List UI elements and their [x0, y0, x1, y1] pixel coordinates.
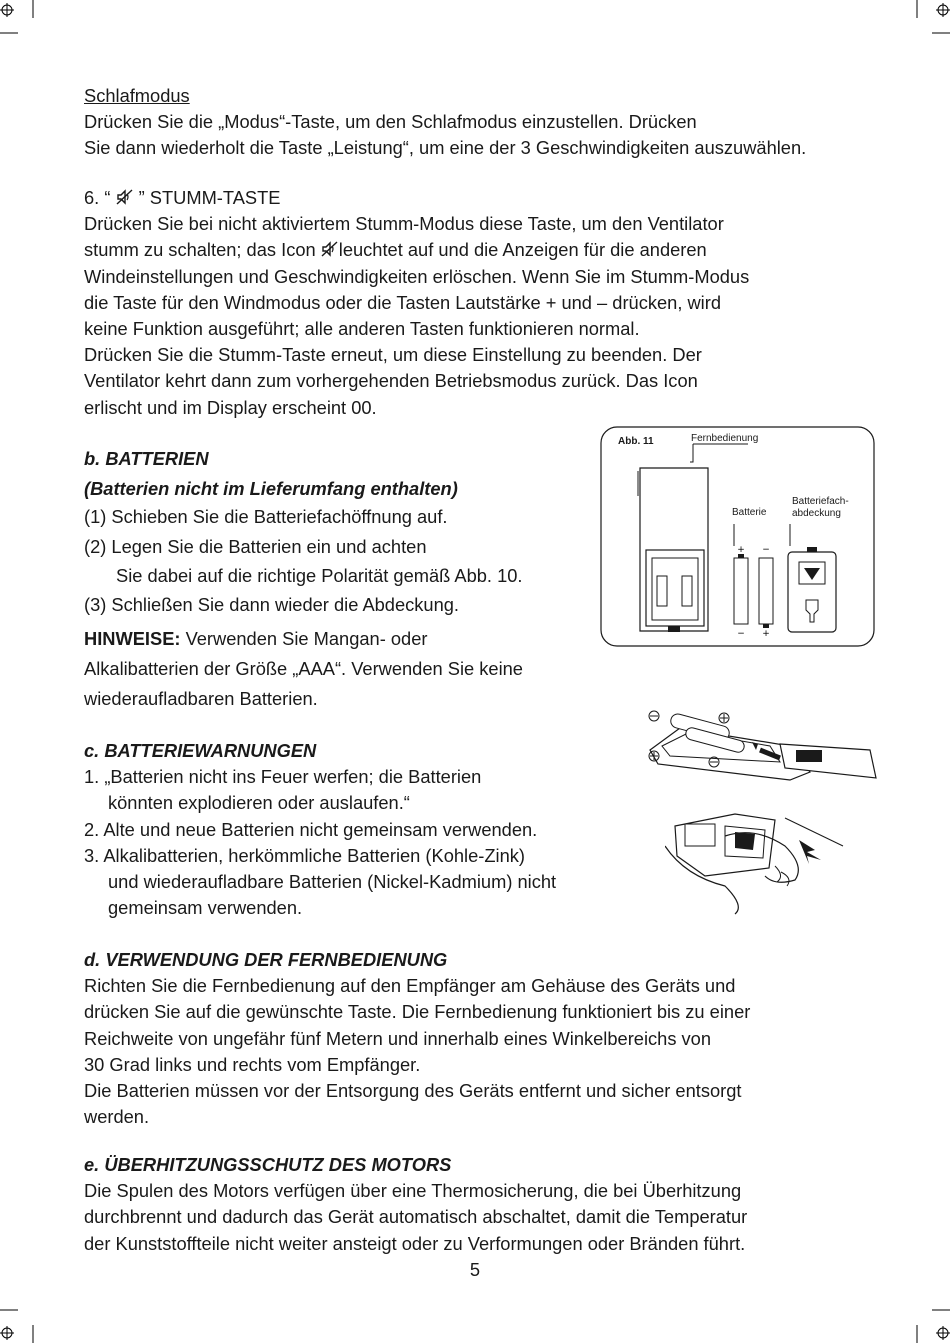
batteries-step-2: (2) Legen Sie die Batterien ein und achten: [84, 535, 427, 557]
section-mute-button: [84, 185, 749, 421]
warning-item-2: 2. Alte und neue Batterien nicht gemeinsam verwenden.: [84, 818, 538, 840]
mute-line-4: die Taste für den Windmodus oder die Tasten Lautstärke + und – drücken, wird: [84, 291, 722, 313]
notes-label: HINWEISE:: [84, 628, 181, 649]
figure-11-battery-label: Batterie: [732, 507, 767, 518]
mute-speaker-icon-inline: [321, 240, 339, 258]
remote-use-line-5: Die Batterien müssen vor der Entsorgung des Geräts entfernt und sicher entsorgt: [84, 1080, 742, 1102]
crop-mark-top-right: [900, 0, 950, 40]
section-sleep-mode: [84, 83, 806, 162]
sleep-heading: Schlafmodus: [84, 85, 190, 106]
remote-hand-illustration: [665, 806, 845, 921]
warning-item-1: 1. „Batterien nicht ins Feuer werfen; die Batterien: [84, 766, 482, 788]
batteries-step-3: (3) Schließen Sie dann wieder die Abdeckung.: [84, 594, 459, 616]
crop-mark-bottom-right: [900, 1303, 950, 1343]
warning-item-3: 3. Alkalibatterien, herkömmliche Batterien (Kohle-Zink): [84, 844, 525, 866]
mute-line-2a: stumm zu schalten; das Icon: [84, 239, 316, 261]
notes-line-1-text: Verwenden Sie Mangan- oder: [180, 628, 428, 649]
figure-11-cover-label-1: Batteriefach-: [792, 496, 849, 507]
figure-11-remote-label: Fernbedienung: [691, 433, 759, 444]
mute-line-6: Drücken Sie die Stumm-Taste erneut, um diese Einstellung zu beenden. Der: [84, 344, 702, 366]
mute-line-8: erlischt und im Display erscheint 00.: [84, 396, 377, 418]
overheat-heading: e. ÜBERHITZUNGSSCHUTZ DES MOTORS: [84, 1154, 452, 1175]
remote-use-line-6: werden.: [84, 1106, 150, 1128]
notes-line-2: Alkalibatterien der Größe „AAA“. Verwenden Sie keine: [84, 658, 523, 679]
battery-insertion-illustration: [640, 706, 885, 791]
warning-item-3-cont-1: und wiederaufladbare Batterien (Nickel-Kadmium) nicht: [108, 871, 557, 893]
warning-item-1-cont: könnten explodieren oder auslaufen.“: [108, 792, 410, 814]
batteries-step-2-cont: Sie dabei auf die richtige Polarität gemäß Abb. 10.: [116, 564, 523, 586]
notes-line-1: [84, 624, 523, 654]
crop-mark-top-left: [0, 0, 50, 40]
mute-line-3: Windeinstellungen und Geschwindigkeiten erlöschen. Wenn Sie im Stumm-Modus: [84, 265, 750, 287]
figure-11-label: Abb. 11: [618, 436, 654, 447]
figure-11-cover-label-2: abdeckung: [792, 508, 841, 519]
overheat-line-3: der Kunststoffteile nicht weiter ansteigt oder zu Verformungen oder Bränden führt.: [84, 1232, 746, 1254]
warning-item-3-cont-2: gemeinsam verwenden.: [108, 897, 303, 919]
overheat-line-2: durchbrennt und dadurch das Gerät automatisch abschaltet, damit die Temperatur: [84, 1206, 748, 1228]
mute-line-2: [84, 237, 749, 263]
svg-text:−: −: [762, 545, 770, 555]
warnings-heading: c. BATTERIEWARNUNGEN: [84, 740, 317, 761]
mute-heading-suffix: ” STUMM-TASTE: [138, 187, 281, 208]
section-remote-use: [84, 947, 750, 1130]
batteries-step-1: (1) Schieben Sie die Batteriefachöffnung auf.: [84, 506, 448, 528]
batteries-heading: b. BATTERIEN: [84, 448, 209, 469]
svg-text:−: −: [737, 629, 745, 639]
svg-text:+: +: [762, 629, 770, 639]
page-number: 5: [469, 1259, 481, 1280]
mute-line-1: Drücken Sie bei nicht aktiviertem Stumm-Modus diese Taste, um den Ventilator: [84, 213, 724, 235]
mute-heading: [84, 185, 749, 211]
section-battery-warnings: [84, 738, 556, 921]
remote-use-line-2: drücken Sie auf die gewünschte Taste. Die Fernbedienung funktioniert bis zu einer: [84, 1001, 751, 1023]
remote-use-heading: d. VERWENDUNG DER FERNBEDIENUNG: [84, 949, 448, 970]
section-motor-overheat: [84, 1152, 747, 1257]
crop-mark-bottom-left: [0, 1303, 50, 1343]
sleep-line-2: Sie dann wiederholt die Taste „Leistung“, um eine der 3 Geschwindigkeiten auszuwählen.: [84, 137, 807, 159]
mute-line-7: Ventilator kehrt dann zum vorhergehenden Betriebsmodus zurück. Das Icon: [84, 370, 698, 392]
mute-line-2b: leuchtet auf und die Anzeigen für die anderen: [338, 239, 707, 261]
sleep-line-1: Drücken Sie die „Modus“-Taste, um den Schlafmodus einzustellen. Drücken: [84, 111, 697, 133]
figure-11-battery-diagram: [600, 426, 876, 653]
batteries-notes: [84, 624, 523, 714]
batteries-subheading: (Batterien nicht im Lieferumfang enthalten): [84, 478, 458, 500]
mute-heading-prefix: 6. “: [84, 187, 111, 208]
overheat-line-1: Die Spulen des Motors verfügen über eine Thermosicherung, die bei Überhitzung: [84, 1180, 742, 1202]
remote-use-line-1: Richten Sie die Fernbedienung auf den Empfänger am Gehäuse des Geräts und: [84, 975, 736, 997]
remote-use-line-3: Reichweite von ungefähr fünf Metern und innerhalb eines Winkelbereichs von: [84, 1027, 712, 1049]
remote-use-line-4: 30 Grad links und rechts vom Empfänger.: [84, 1053, 421, 1075]
mute-speaker-icon: [116, 188, 134, 206]
section-batteries: [84, 446, 523, 618]
mute-line-5: keine Funktion ausgeführt; alle anderen Tasten funktionieren normal.: [84, 318, 640, 340]
notes-line-3: wiederaufladbaren Batterien.: [84, 688, 318, 709]
svg-text:+: +: [737, 545, 745, 555]
